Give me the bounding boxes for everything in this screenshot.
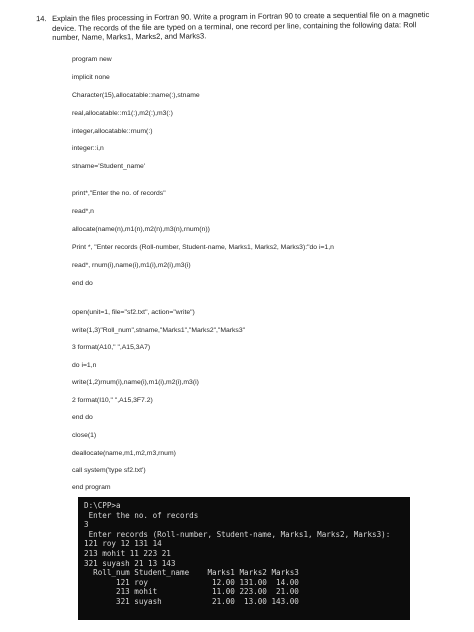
code-line: 3 format(A10," ",A15,3A7) <box>72 344 151 351</box>
code-line: integer,allocatable::rnum(:) <box>72 128 153 135</box>
console-line: 321 suyash 21.00 13.00 143.00 <box>84 596 299 606</box>
code-line: Character(15),allocatable::name(:),stname <box>72 92 200 99</box>
code-line: write(1,3)"Roll_num",stname,"Marks1","Marks2","Marks3" <box>72 327 246 334</box>
console-line: Enter the no. of records <box>84 510 199 520</box>
code-line: allocate(name(n),m1(n),m2(n),m3(n),rnum(n)) <box>72 226 210 233</box>
console-line: 121 roy 12.00 131.00 14.00 <box>84 577 299 587</box>
code-line: implicit none <box>72 74 110 81</box>
code-line: stname='Student_name' <box>72 163 146 170</box>
console-output <box>78 497 410 620</box>
question-number: 14. <box>36 14 47 24</box>
code-line: close(1) <box>72 432 97 439</box>
code-line: 2 format(I10," ",A15,3F7.2) <box>72 397 153 404</box>
code-line: end do <box>72 280 93 287</box>
console-line: 3 <box>84 520 89 530</box>
code-line: program new <box>72 56 112 63</box>
console-line: D:\CPP>a <box>84 501 121 510</box>
console-line: Roll_num Student_name Marks1 Marks2 Marks3 <box>84 568 299 578</box>
code-line: call system('type sf2.txt') <box>72 467 146 474</box>
code-line: end do <box>72 414 93 421</box>
code-line: real,allocatable::m1(:),m2(:),m3(:) <box>72 110 173 117</box>
code-line: print*,"Enter the no. of records" <box>72 190 166 197</box>
code-line: read*,n <box>72 208 94 215</box>
code-line: Print *, "Enter records (Roll-number, Student-name, Marks1, Marks2, Marks3):"do i=1,n <box>72 244 334 251</box>
code-line: integer::i,n <box>72 145 104 152</box>
console-line: 213 mohit 11 223 21 <box>84 548 171 558</box>
code-line: do i=1,n <box>72 362 97 369</box>
question-text: Explain the files processing in Fortran 90. Write a program in Fortran 90 to create a sequential file on a magnetic device. The records of the file are typed on a terminal, one record per line, containing the following data: Roll number, Name, Marks1, Marks2, and Marks3. <box>52 10 430 43</box>
console-line: 321 suyash 21 13 143 <box>84 558 176 568</box>
code-line: deallocate(name,m1,m2,m3,rnum) <box>72 450 176 457</box>
code-line: open(unit=1, file="sf2.txt", action="write") <box>72 309 195 316</box>
console-line: 213 mohit 11.00 223.00 21.00 <box>84 587 299 597</box>
question-block <box>36 10 434 43</box>
code-line: end program <box>72 484 111 491</box>
code-line: read*, rnum(i),name(i),m1(i),m2(i),m3(i) <box>72 262 191 269</box>
console-line: Enter records (Roll-number, Student-name, Marks1, Marks2, Marks3): <box>84 529 391 539</box>
console-line: 121 roy 12 131 14 <box>84 539 162 549</box>
code-line: write(1,2)rnum(i),name(i),m1(i),m2(i),m3(i) <box>72 379 199 386</box>
